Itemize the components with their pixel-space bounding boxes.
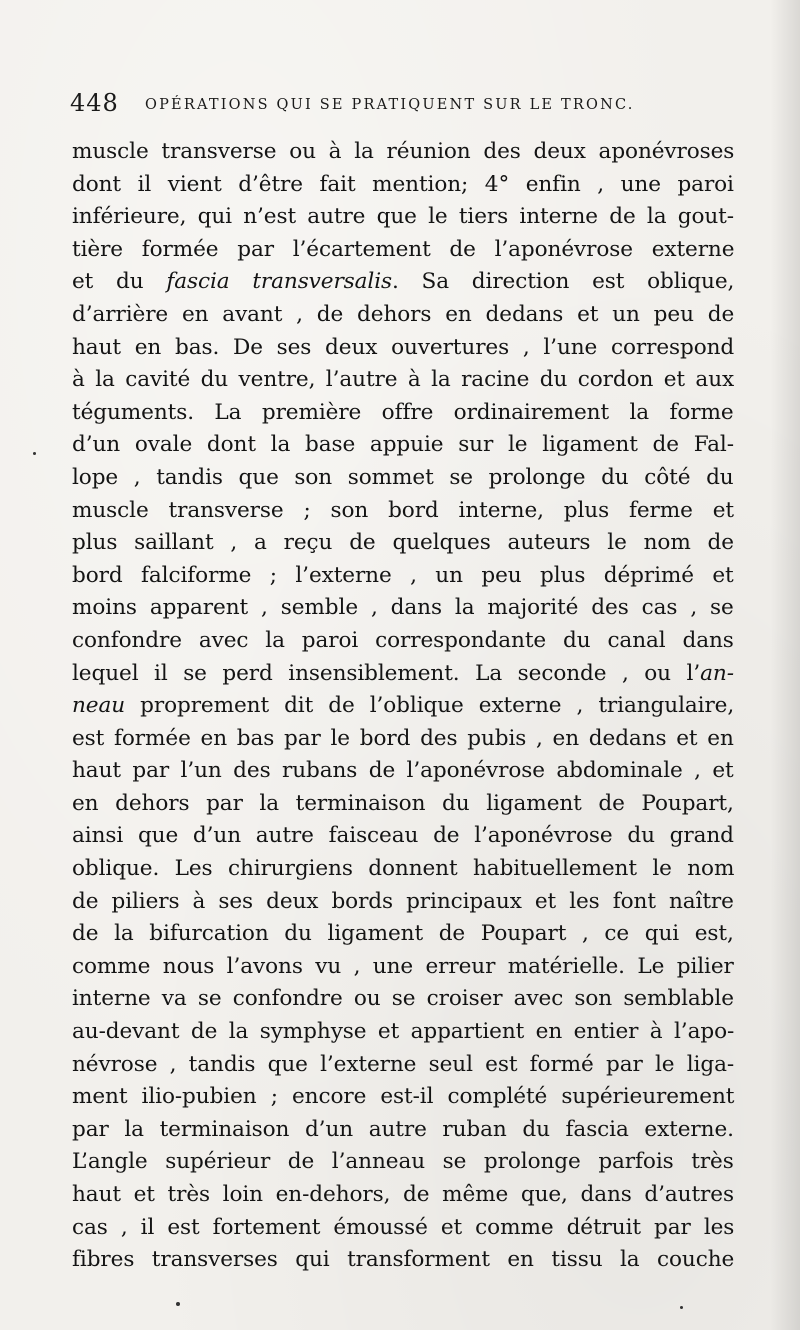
text-run: . Sa direction est oblique,	[392, 269, 735, 295]
text-run: confondre avec la paroi correspondante du canal dans	[72, 627, 734, 653]
text-line	[72, 201, 734, 234]
text-line	[72, 918, 734, 951]
text-line	[72, 723, 734, 756]
text-run: fibres transverses qui transforment en tissu la couche	[72, 1247, 735, 1273]
text-run: lequel il se perd insensiblement. La seconde , ou l’	[72, 660, 701, 686]
italic-text: neau	[72, 693, 126, 719]
text-line	[72, 951, 734, 984]
text-line	[72, 397, 734, 430]
text-line	[72, 495, 734, 528]
text-line	[72, 1016, 734, 1049]
text-line	[72, 429, 734, 462]
text-line	[72, 1212, 734, 1245]
text-run: lope , tandis que son sommet se prolonge du côté du	[72, 464, 734, 490]
text-line	[72, 658, 734, 691]
running-head: OPÉRATIONS QUI SE PRATIQUENT SUR LE TRONC.	[145, 97, 635, 113]
text-line	[72, 266, 734, 299]
text-run: est formée en bas par le bord des pubis , en dedans et en	[72, 725, 734, 751]
text-line	[72, 364, 734, 397]
text-line	[72, 560, 734, 593]
text-line	[72, 1146, 734, 1179]
text-run: moins apparent , semble , dans la majorité des cas , se	[72, 595, 734, 621]
text-run: par la terminaison d’un autre ruban du fascia externe.	[72, 1116, 734, 1142]
text-line	[72, 332, 734, 365]
page-edge-shadow	[770, 0, 800, 1330]
italic-text: an-	[700, 660, 734, 686]
text-run: plus saillant , a reçu de quelques auteurs le nom de	[72, 530, 734, 556]
text-line	[72, 462, 734, 495]
text-run: ment ilio-pubien ; encore est-il complété supérieurement	[72, 1084, 735, 1110]
text-run: au-devant de la symphyse et appartient en entier à l’apo-	[72, 1019, 735, 1045]
text-run: téguments. La première offre ordinairement la forme	[72, 399, 734, 425]
ink-speck	[33, 452, 36, 455]
text-line	[72, 1244, 734, 1277]
text-run: interne va se confondre ou se croiser avec son semblable	[72, 986, 734, 1012]
text-line	[72, 527, 734, 560]
text-line	[72, 625, 734, 658]
text-run: névrose , tandis que l’externe seul est formé par le liga-	[72, 1051, 735, 1077]
text-run: d’un ovale dont la base appuie sur le ligament de Fal-	[72, 432, 734, 458]
text-line	[72, 1114, 734, 1147]
text-line	[72, 983, 734, 1016]
text-run: L’angle supérieur de l’anneau se prolonge parfois très	[72, 1149, 734, 1175]
body-text	[72, 136, 734, 1277]
text-run: comme nous l’avons vu , une erreur matérielle. Le pilier	[72, 953, 734, 979]
page-number: 448	[70, 89, 119, 117]
text-line	[72, 136, 734, 169]
text-run: et du	[72, 269, 167, 295]
text-line	[72, 592, 734, 625]
ink-speck	[680, 1306, 683, 1309]
text-line	[72, 886, 734, 919]
text-line	[72, 1049, 734, 1082]
text-line	[72, 820, 734, 853]
text-line	[72, 299, 734, 332]
text-run: proprement dit de l’oblique externe , triangulaire,	[125, 693, 735, 719]
text-run: en dehors par la terminaison du ligament de Poupart,	[72, 790, 734, 816]
text-line	[72, 1179, 734, 1212]
text-run: muscle transverse ; son bord interne, plus ferme et	[72, 497, 734, 523]
text-run: oblique. Les chirurgiens donnent habituellement le nom	[72, 856, 735, 882]
text-run: haut en bas. De ses deux ouvertures , l’une correspond	[72, 334, 735, 360]
ink-speck	[176, 1302, 180, 1306]
text-line	[72, 788, 734, 821]
page-header	[70, 88, 730, 122]
text-run: d’arrière en avant , de dehors en dedans et un peu de	[72, 301, 735, 327]
text-line	[72, 755, 734, 788]
text-run: tière formée par l’écartement de l’aponévrose externe	[72, 236, 735, 262]
text-run: haut et très loin en-dehors, de même que, dans d’autres	[72, 1182, 734, 1207]
text-line	[72, 690, 734, 723]
text-run: dont il vient d’être fait mention; 4° enfin , une paroi	[72, 171, 734, 197]
text-run: haut par l’un des rubans de l’aponévrose abdominale , et	[72, 758, 734, 784]
text-run: cas , il est fortement émoussé et comme détruit par les	[72, 1214, 735, 1240]
text-run: muscle transverse ou à la réunion des deux aponévroses	[72, 139, 735, 164]
text-line	[72, 169, 734, 202]
text-run: ainsi que d’un autre faisceau de l’aponévrose du grand	[72, 823, 734, 849]
text-run: à la cavité du ventre, l’autre à la racine du cordon et aux	[72, 367, 735, 393]
text-run: inférieure, qui n’est autre que le tiers interne de la gout-	[72, 204, 734, 230]
text-run: de piliers à ses deux bords principaux et les font naître	[72, 888, 734, 914]
text-line	[72, 853, 734, 886]
italic-text: fascia transversalis	[166, 269, 393, 295]
text-line	[72, 1081, 734, 1114]
text-run: de la bifurcation du ligament de Poupart , ce qui est,	[72, 921, 734, 947]
text-run: bord falciforme ; l’externe , un peu plus déprimé et	[72, 562, 734, 588]
text-line	[72, 234, 734, 267]
